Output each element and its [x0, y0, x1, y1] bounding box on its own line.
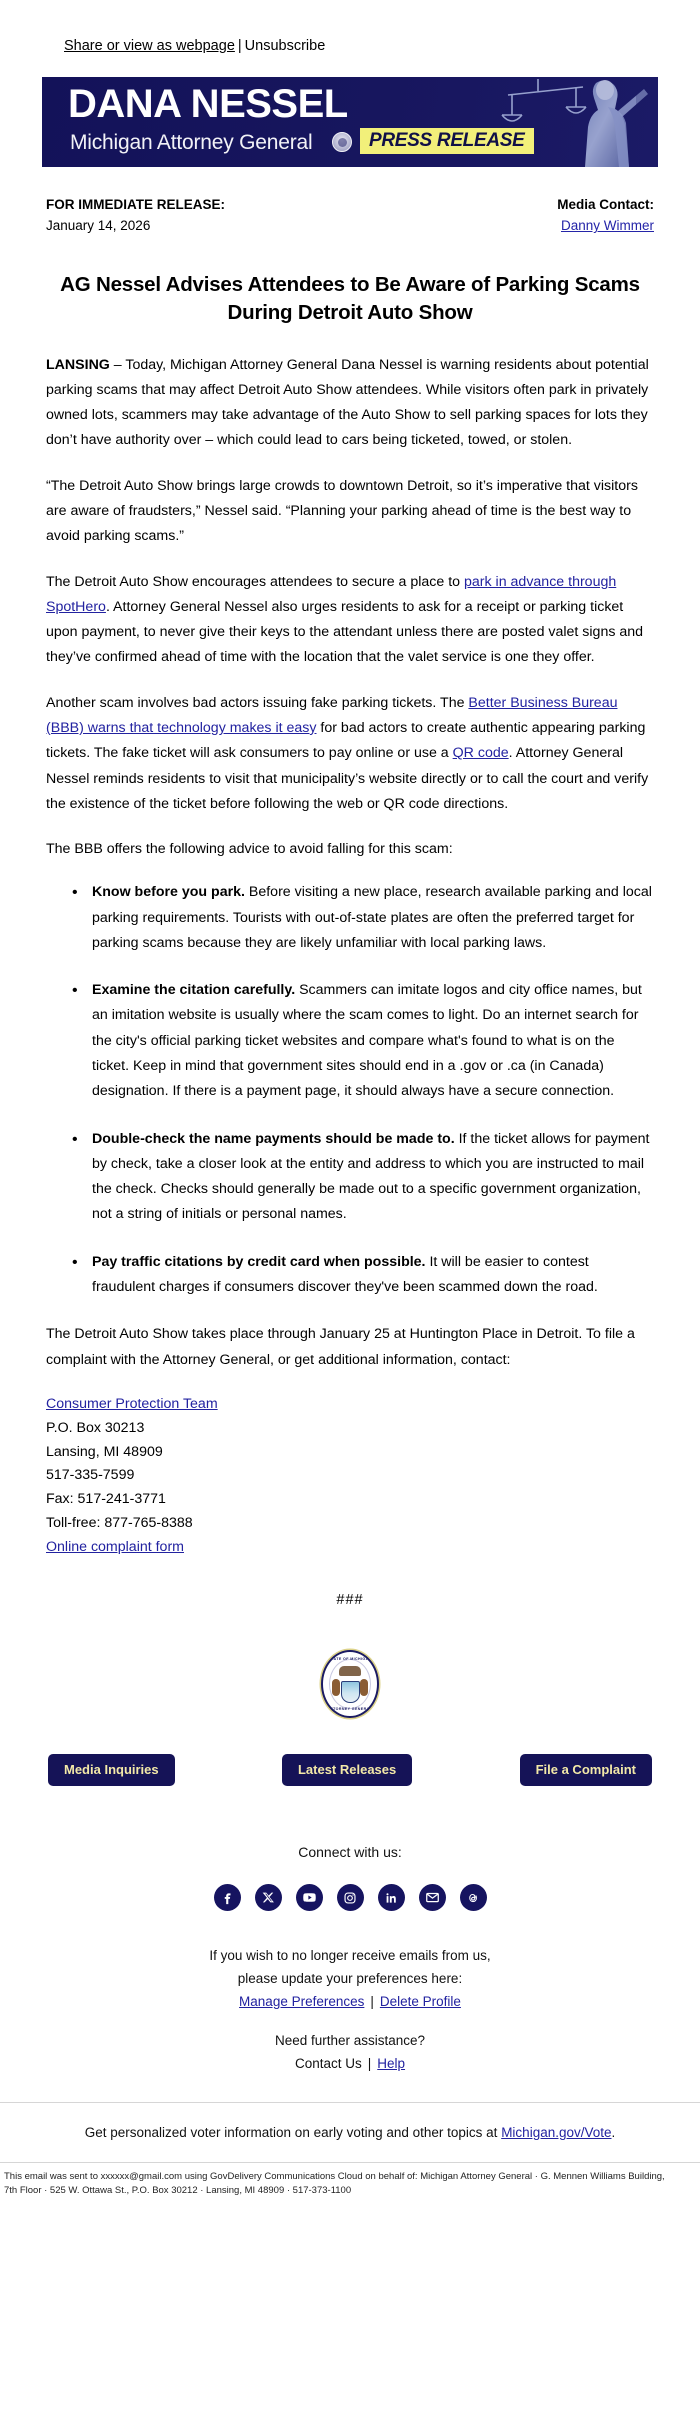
list-item	[78, 1250, 654, 1301]
latest-releases-button[interactable]: Latest Releases	[282, 1754, 412, 1786]
share-or-view-as-webpage-link[interactable]: Share or view as webpage	[64, 38, 235, 54]
voter-information-note	[0, 2103, 700, 2162]
list-item	[78, 1127, 654, 1228]
contact-fax: Fax: 517-241-3771	[46, 1491, 166, 1508]
x-twitter-icon[interactable]	[255, 1884, 282, 1911]
media-contact-link[interactable]: Danny Wimmer	[560, 218, 654, 234]
dateline-label: LANSING	[46, 356, 110, 373]
youtube-icon[interactable]	[296, 1884, 323, 1911]
prefs-links	[0, 1991, 700, 2014]
vote-text-b: .	[611, 2124, 616, 2140]
paragraph-quote: “The Detroit Auto Show brings large crowds to downtown Detroit, so it’s imperative that visitors are aware of fraudsters,” Nessel said. “Planning your parking ahead of time is the best way to avoid parking scams.”	[46, 477, 638, 545]
linkedin-icon[interactable]	[378, 1884, 405, 1911]
paragraph-spothero	[46, 570, 654, 671]
instagram-icon[interactable]	[337, 1884, 364, 1911]
paragraph-fake-tickets	[46, 691, 654, 817]
paragraph-closing: The Detroit Auto Show takes place through January 25 at Huntington Place in Detroit. To file a complaint with the Attorney General, or get additional information, contact:	[46, 1326, 635, 1368]
advice-text: It will be easier to contest fraudulent charges if consumers discover they've been scammed down the road.	[92, 1253, 598, 1296]
advice-text: Before visiting a new place, research available parking and local parking requirements. Tourists with out-of-state plates are often the preferred target for parking scams because they are likely unfamiliar with local parking laws.	[92, 884, 652, 951]
seal-right-supporter	[360, 1679, 368, 1696]
end-of-release-marker: ###	[336, 1591, 364, 1608]
advice-title: Know before you park.	[92, 884, 245, 901]
footer-button-row	[0, 1754, 700, 1786]
legal-line-1: This email was sent to xxxxxx@gmail.com using GovDelivery Communications Cloud on behalf of: Michigan Attorney General · G. Mennen Williams Building,	[4, 2170, 665, 2182]
paragraph-bbb-intro: The BBB offers the following advice to avoid falling for this scam:	[46, 841, 453, 858]
need-assistance-label: Need further assistance?	[274, 2032, 426, 2048]
threads-icon[interactable]	[460, 1884, 487, 1911]
prefs-gap	[0, 2014, 700, 2030]
advice-text: Scammers can imitate logos and city office names, but an imitation website is usually where the scam comes to light. Do an internet search for the city's official parking ticket websites and compare what's found to what is on the ticket. Keep in mind that government sites should end in a .gov or .ca (in Canada) designation. If there is a payment page, it should always have a secure connection.	[92, 982, 642, 1100]
footer-seal-row	[0, 1650, 700, 1718]
social-icon-row	[0, 1884, 700, 1911]
release-meta-right	[557, 195, 654, 237]
prefs-line-2: please update your preferences here:	[237, 1971, 463, 1987]
banner-subtitle: Michigan Attorney General	[70, 131, 313, 155]
article-body	[0, 271, 700, 1608]
top-utility-links	[0, 0, 700, 55]
unsubscribe-link[interactable]: Unsubscribe	[244, 38, 326, 54]
banner-wrapper	[0, 55, 700, 167]
seal-left-supporter	[332, 1679, 340, 1696]
delete-profile-link[interactable]: Delete Profile	[379, 1994, 461, 2010]
seal-bottom-text: ATTORNEY GENERAL	[327, 1706, 373, 1711]
bbb-warning-link[interactable]: Better Business Bureau (BBB) warns that technology makes it easy	[46, 694, 618, 736]
contact-toll-free: Toll-free: 877-765-8388	[46, 1515, 193, 1532]
p4-text-a: Another scam involves bad actors issuing fake parking tickets. The	[46, 694, 469, 711]
p3-text-b: . Attorney General Nessel also urges residents to ask for a receipt or parking ticket upon payment, to never give their keys to the attendant unless there are posted valet signs and they’ve confirmed ahead of time with the location that the valet service is one they offer.	[46, 598, 644, 666]
lady-justice-statue-icon	[468, 77, 658, 167]
release-date: January 14, 2026	[46, 218, 151, 234]
qr-code-link[interactable]: QR code	[452, 745, 509, 762]
top-link-separator: |	[237, 38, 242, 54]
advice-title: Double-check the name payments should be made to.	[92, 1130, 455, 1147]
media-contact-label: Media Contact:	[557, 197, 654, 213]
release-meta-left	[46, 195, 225, 237]
seal-top-text: STATE OF MICHIGAN	[328, 1656, 372, 1661]
advice-title: Pay traffic citations by credit card when possible.	[92, 1253, 426, 1270]
state-seal-icon	[332, 132, 352, 152]
advice-text: If the ticket allows for payment by check, take a closer look at the entity and address to which you are instructed to mail the check. Checks should generally be made out to a specific government organization, not a string of initials or personal names.	[92, 1130, 650, 1223]
list-item	[78, 880, 654, 956]
p3-text-a: The Detroit Auto Show encourages attendees to secure a place to	[46, 573, 465, 590]
preferences-block	[0, 1945, 700, 2076]
press-release-badge: PRESS RELEASE	[360, 128, 534, 154]
legal-footer	[0, 2162, 700, 2208]
facebook-icon[interactable]	[214, 1884, 241, 1911]
assistance-links	[0, 2053, 700, 2076]
consumer-protection-team-link[interactable]: Consumer Protection Team	[46, 1395, 218, 1412]
release-meta	[0, 167, 700, 237]
advice-list	[46, 880, 654, 1300]
michigan-gov-vote-link[interactable]: Michigan.gov/Vote	[501, 2124, 612, 2140]
vote-text-a: Get personalized voter information on early voting and other topics at	[84, 2124, 502, 2140]
media-inquiries-button[interactable]: Media Inquiries	[48, 1754, 175, 1786]
paragraph-lead	[46, 353, 654, 454]
for-immediate-release-label: FOR IMMEDIATE RELEASE:	[46, 197, 226, 213]
page-title: AG Nessel Advises Attendees to Be Aware of Parking Scams During Detroit Auto Show	[60, 273, 640, 324]
contact-city-state-zip: Lansing, MI 48909	[46, 1443, 163, 1460]
contact-po-box: P.O. Box 30213	[46, 1419, 145, 1436]
seal-crest	[339, 1666, 361, 1676]
banner-ag-name: DANA NESSEL	[68, 82, 348, 127]
spothero-link[interactable]: park in advance through SpotHero	[46, 573, 617, 615]
list-item	[78, 978, 654, 1104]
p4-text-c: . Attorney General Nessel reminds residents to visit that municipality’s website directly or to call the court and verify the existence of the ticket before following the web or QR code directions.	[46, 745, 649, 812]
file-a-complaint-button[interactable]: File a Complaint	[520, 1754, 652, 1786]
p4-text-b: for bad actors to create authentic appearing parking tickets. The fake ticket will ask consumers to pay online or use a	[46, 719, 646, 762]
legal-line-2: 7th Floor · 525 W. Ottawa St., P.O. Box 30212 · Lansing, MI 48909 · 517-373-1100	[4, 2184, 352, 2196]
contact-phone: 517-335-7599	[46, 1467, 135, 1484]
assistance-separator: |	[367, 2055, 372, 2071]
online-complaint-form-link[interactable]: Online complaint form	[46, 1539, 184, 1556]
contact-us-link[interactable]: Contact Us	[294, 2055, 362, 2071]
prefs-line-1: If you wish to no longer receive emails from us,	[209, 1948, 491, 1964]
help-link[interactable]: Help	[377, 2055, 406, 2071]
connect-with-us-label: Connect with us:	[298, 1844, 402, 1861]
seal-shield	[341, 1681, 360, 1703]
michigan-ag-seal-icon	[321, 1650, 379, 1718]
email-icon[interactable]	[419, 1884, 446, 1911]
advice-title: Examine the citation carefully.	[92, 982, 296, 999]
prefs-separator: |	[370, 1994, 374, 2010]
press-release-banner	[42, 77, 658, 167]
paragraph-lead-text: – Today, Michigan Attorney General Dana Nessel is warning residents about potential parking scams that may affect Detroit Auto Show attendees. While visitors often park in privately owned lots, scammers may take advantage of the Auto Show to sell parking spaces for lots they don’t have authority over – which could lead to cars being ticketed, towed, or stolen.	[46, 356, 649, 449]
contact-block	[46, 1393, 654, 1560]
manage-preferences-link[interactable]: Manage Preferences	[239, 1994, 365, 2010]
